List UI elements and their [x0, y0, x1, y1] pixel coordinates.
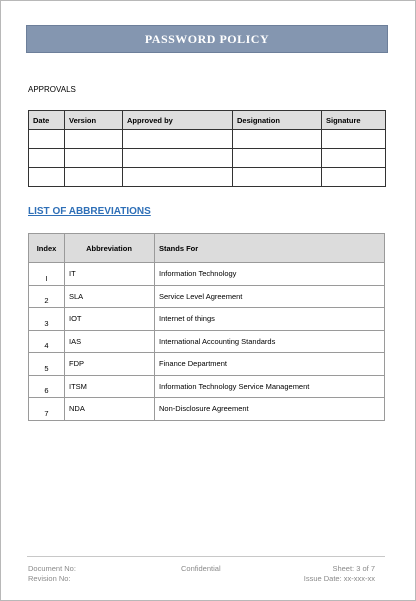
stands-for-cell: Non-Disclosure Agreement	[155, 398, 385, 421]
table-cell	[123, 149, 233, 168]
abbr-cell: IAS	[65, 330, 155, 353]
table-row	[29, 149, 386, 168]
table-cell	[29, 130, 65, 149]
stands-for-cell: Service Level Agreement	[155, 285, 385, 308]
table-row	[29, 375, 385, 398]
abbr-cell: ITSM	[65, 375, 155, 398]
abbr-cell: IOT	[65, 308, 155, 331]
abbreviations-heading: LIST OF ABBREVIATIONS	[28, 206, 151, 217]
footer-confidential: Confidential	[181, 564, 221, 573]
table-row	[29, 285, 385, 308]
table-row	[29, 168, 386, 187]
stands-for-cell: International Accounting Standards	[155, 330, 385, 353]
table-cell	[29, 149, 65, 168]
footer-sheet: Sheet: 3 of 7	[332, 564, 375, 573]
table-cell	[322, 130, 386, 149]
title-banner	[26, 25, 388, 53]
abbr-index-cell: 5	[29, 353, 65, 376]
abbr-index-cell: 7	[29, 398, 65, 421]
stands-for-cell: Finance Department	[155, 353, 385, 376]
table-row	[29, 353, 385, 376]
stands-for-cell: Information Technology	[155, 263, 385, 286]
table-cell	[233, 168, 322, 187]
stands-for-cell: Internet of things	[155, 308, 385, 331]
approvals-col-date: Date	[29, 111, 65, 130]
table-row	[29, 308, 385, 331]
table-cell	[322, 149, 386, 168]
approvals-label: APPROVALS	[28, 85, 76, 94]
abbr-cell: IT	[65, 263, 155, 286]
table-cell	[65, 130, 123, 149]
abbr-cell: FDP	[65, 353, 155, 376]
approvals-col-signature: Signature	[322, 111, 386, 130]
abbr-index-cell: 6	[29, 375, 65, 398]
footer-document-no: Document No:	[28, 564, 76, 573]
approvals-col-version: Version	[65, 111, 123, 130]
table-row	[29, 330, 385, 353]
table-cell	[29, 168, 65, 187]
abbr-col-abbreviation: Abbreviation	[65, 234, 155, 263]
approvals-table	[28, 110, 386, 187]
table-cell	[322, 168, 386, 187]
table-cell	[233, 130, 322, 149]
table-cell	[233, 149, 322, 168]
table-row	[29, 398, 385, 421]
page-footer	[27, 556, 385, 583]
abbr-col-stands-for: Stands For	[155, 234, 385, 263]
abbr-cell: NDA	[65, 398, 155, 421]
abbr-index-cell: 4	[29, 330, 65, 353]
abbr-index-cell: I	[29, 263, 65, 286]
abbreviations-table	[28, 233, 385, 421]
page-title: PASSWORD POLICY	[144, 31, 270, 46]
approvals-header-row	[29, 111, 386, 130]
abbr-index-cell: 3	[29, 308, 65, 331]
abbr-cell: SLA	[65, 285, 155, 308]
stands-for-cell: Information Technology Service Management	[155, 375, 385, 398]
abbr-index-cell: 2	[29, 285, 65, 308]
footer-revision-no: Revision No:	[28, 574, 71, 583]
abbr-col-index: Index	[29, 234, 65, 263]
approvals-col-approved-by: Approved by	[123, 111, 233, 130]
table-cell	[65, 149, 123, 168]
table-row	[29, 130, 386, 149]
table-row	[29, 263, 385, 286]
table-cell	[65, 168, 123, 187]
approvals-col-designation: Designation	[233, 111, 322, 130]
abbreviations-header-row	[29, 234, 385, 263]
table-cell	[123, 130, 233, 149]
table-cell	[123, 168, 233, 187]
footer-issue-date: Issue Date: xx-xxx-xx	[303, 574, 375, 583]
